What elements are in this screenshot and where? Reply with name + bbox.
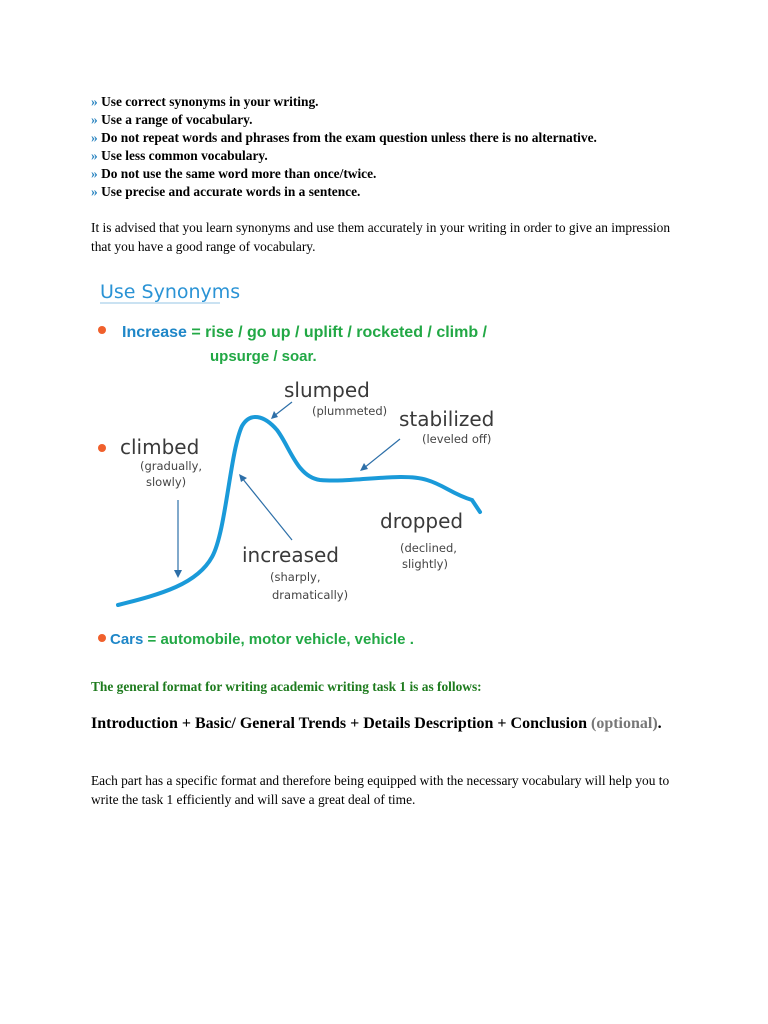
label-climbed: climbed: [120, 435, 200, 459]
bullet-marker: »: [91, 165, 98, 181]
bullet-dot: [98, 634, 106, 642]
list-item-text: Use a range of vocabulary.: [101, 111, 253, 127]
note-increased-1: (sharply,: [270, 570, 321, 584]
arrowhead-climbed: [174, 570, 182, 578]
arrowhead-stabilized: [360, 463, 368, 471]
list-item-text: Do not repeat words and phrases from the exam question unless there is no alternative.: [101, 129, 597, 145]
list-item-text: Use less common vocabulary.: [101, 147, 268, 163]
label-slumped: slumped: [284, 378, 370, 402]
note-slumped: (plummeted): [312, 404, 388, 418]
bullet-marker: »: [91, 183, 98, 199]
bullet-dot: [98, 444, 106, 452]
list-item: [91, 93, 597, 111]
label-increased: increased: [242, 543, 339, 567]
structure-optional: (optional): [590, 715, 658, 732]
arrow-slumped: [274, 402, 292, 416]
list-item-text: Use precise and accurate words in a sentence.: [101, 183, 361, 199]
increase-synonyms-2: upsurge / soar.: [210, 348, 317, 365]
figure-title: Use Synonyms: [100, 281, 241, 303]
tips-list: [91, 93, 597, 200]
label-dropped: dropped: [380, 509, 464, 533]
cars-synonyms: = automobile, motor vehicle, vehicle .: [143, 631, 414, 648]
increase-word: Increase: [122, 324, 187, 341]
list-item-text: Use correct synonyms in your writing.: [101, 94, 319, 109]
list-item: [91, 147, 597, 165]
closing-paragraph: Each part has a specific format and therefore being equipped with the necessary vocabulary will help you to write the task 1 efficiently and will save a great deal of time.: [91, 773, 670, 807]
arrow-stabilized: [364, 439, 400, 468]
bullet-marker: »: [91, 111, 98, 127]
list-item: [91, 165, 597, 183]
synonyms-figure: [92, 272, 672, 656]
arrowhead-increased: [239, 474, 247, 482]
arrowhead-slumped: [271, 411, 278, 419]
list-item: [91, 183, 597, 201]
intro-paragraph: It is advised that you learn synonyms and use them accurately in your writing in order to give an impression that you have a good range of vocabulary.: [91, 220, 671, 254]
note-stabilized: (leveled off): [422, 432, 492, 446]
cars-row: [110, 631, 414, 648]
label-stabilized: stabilized: [399, 407, 495, 431]
note-dropped-1: (declined,: [400, 541, 457, 555]
structure-line: [91, 714, 691, 734]
cars-word: Cars: [110, 631, 144, 648]
note-dropped-2: slightly): [402, 557, 448, 571]
bullet-marker: »: [91, 94, 98, 109]
synonyms-illustration: [92, 272, 672, 656]
increase-synonyms-1: = rise / go up / uplift / rocketed / climb /: [186, 324, 487, 341]
list-item: [91, 129, 597, 147]
list-item: [91, 111, 597, 129]
bullet-marker: »: [91, 129, 98, 145]
note-increased-2: dramatically): [272, 588, 349, 602]
arrow-increased: [242, 478, 292, 540]
bullet-marker: »: [91, 147, 98, 163]
format-heading: The general format for writing academic writing task 1 is as follows:: [91, 679, 482, 694]
increase-row: [122, 324, 488, 341]
note-climbed-2: slowly): [146, 475, 187, 489]
note-climbed-1: (gradually,: [140, 459, 203, 473]
bullet-dot: [98, 326, 106, 334]
structure-main: Introduction + Basic/ General Trends + Details Description + Conclusion: [91, 715, 587, 732]
list-item-text: Do not use the same word more than once/twice.: [101, 165, 377, 181]
structure-end: .: [657, 715, 662, 732]
